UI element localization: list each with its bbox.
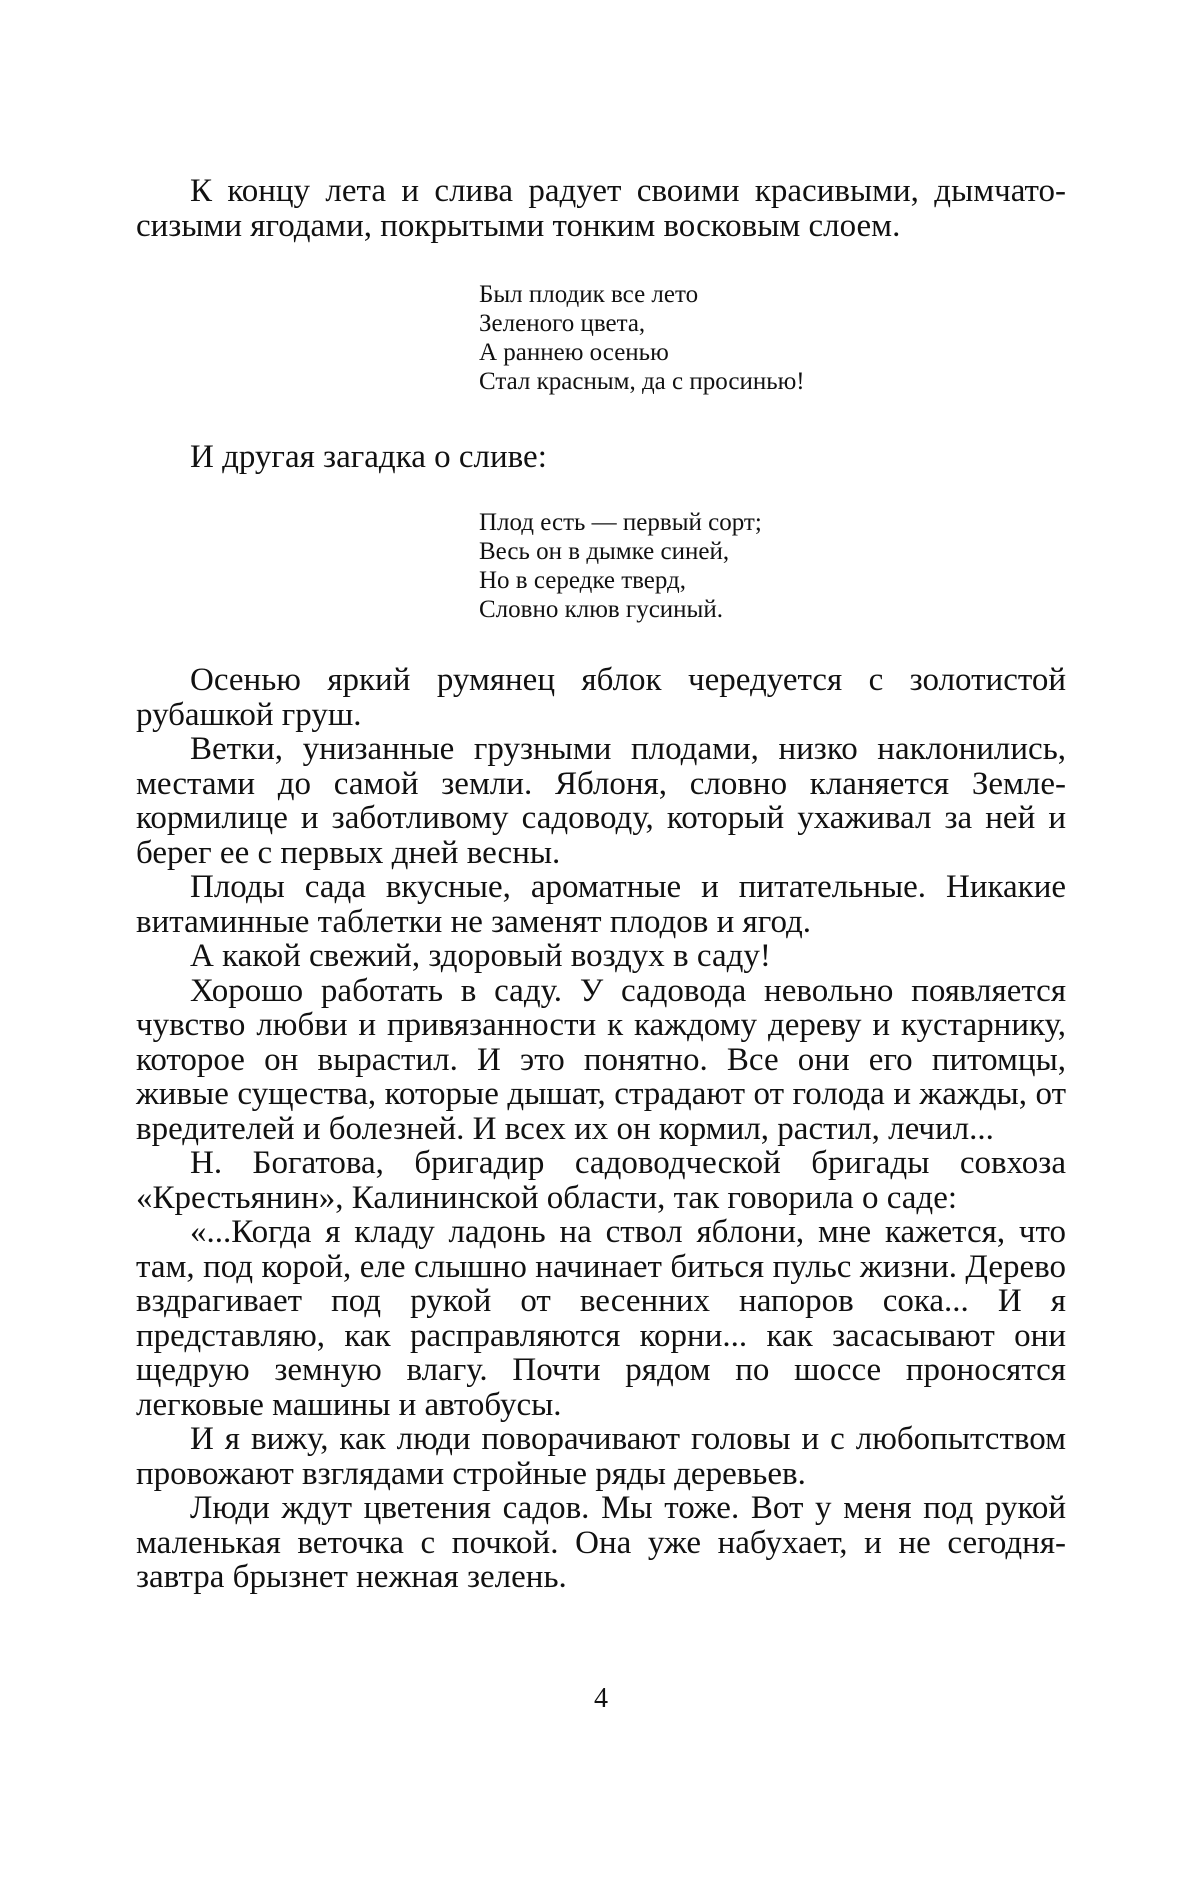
body-paragraph: Хорошо работать в саду. У садовода невольно появляется чувство любви и привязанности к каждому дереву и кустарнику, которое он вырастил. И это понятно. Все они его питомцы, живые существа, которые дышат, страдают от голода и жажды, от вредителей и болезней. И всех их он кормил, растил, лечил... [136,972,1066,1147]
body-paragraph: Осенью яркий румянец яблок чередуется с золотистой рубашкой груш. [136,662,1066,733]
verse-line: Словно клюв гусиный. [479,596,723,623]
verse-line: Весь он в дымке синей, [479,538,730,565]
riddle-verse-one [479,280,805,396]
intro-paragraph: К концу лета и слива радует своими красивыми, дымчато-сизыми ягодами, покрытыми тонким восковым слоем. [136,173,1066,244]
verse-line: Плод есть — первый сорт; [479,509,762,536]
riddle-verse-two [479,508,762,624]
body-paragraph: «...Когда я кладу ладонь на ствол яблони, мне кажется, что там, под корой, еле слышно начинает биться пульс жизни. Дерево вздрагивает под рукой от весенних напоров сока... И я представляю, как расправляются корни... как засасывают они щедрую земную влагу. Почти рядом по шоссе проносятся легковые машины и автобусы. [136,1214,1066,1423]
body-paragraph: А какой свежий, здоровый воздух в саду! [190,938,771,974]
verse-line: Зеленого цвета, [479,310,646,337]
verse-line: Стал красным, да с просинью! [479,368,805,395]
book-page [136,0,1066,1880]
body-paragraph: Плоды сада вкусные, ароматные и питательные. Никакие витаминные таблетки не заменят плодов и ягод. [136,869,1066,940]
riddle-intro-paragraph: И другая загадка о сливе: [190,439,547,475]
verse-line: Был плодик все лето [479,281,699,308]
body-text [136,663,1066,1595]
verse-line: Но в середке тверд, [479,567,687,594]
body-paragraph: Ветки, унизанные грузными плодами, низко наклонились, местами до самой земли. Яблоня, словно кланяется Земле-кормилице и заботливому садоводу, который ухаживал за ней и берег ее с первых дней весны. [136,731,1066,871]
body-paragraph: И я вижу, как люди поворачивают головы и с любопытством провожают взглядами стройные ряды деревьев. [136,1421,1066,1492]
body-paragraph: Люди ждут цветения садов. Мы тоже. Вот у меня под рукой маленькая веточка с почкой. Она уже набухает, и не сегодня-завтра брызнет нежная зелень. [136,1490,1066,1595]
page-number: 4 [594,1683,608,1714]
verse-line: А раннею осенью [479,339,669,366]
body-paragraph: Н. Богатова, бригадир садоводческой бригады совхоза «Крестьянин», Калининской области, так говорила о саде: [136,1145,1066,1216]
